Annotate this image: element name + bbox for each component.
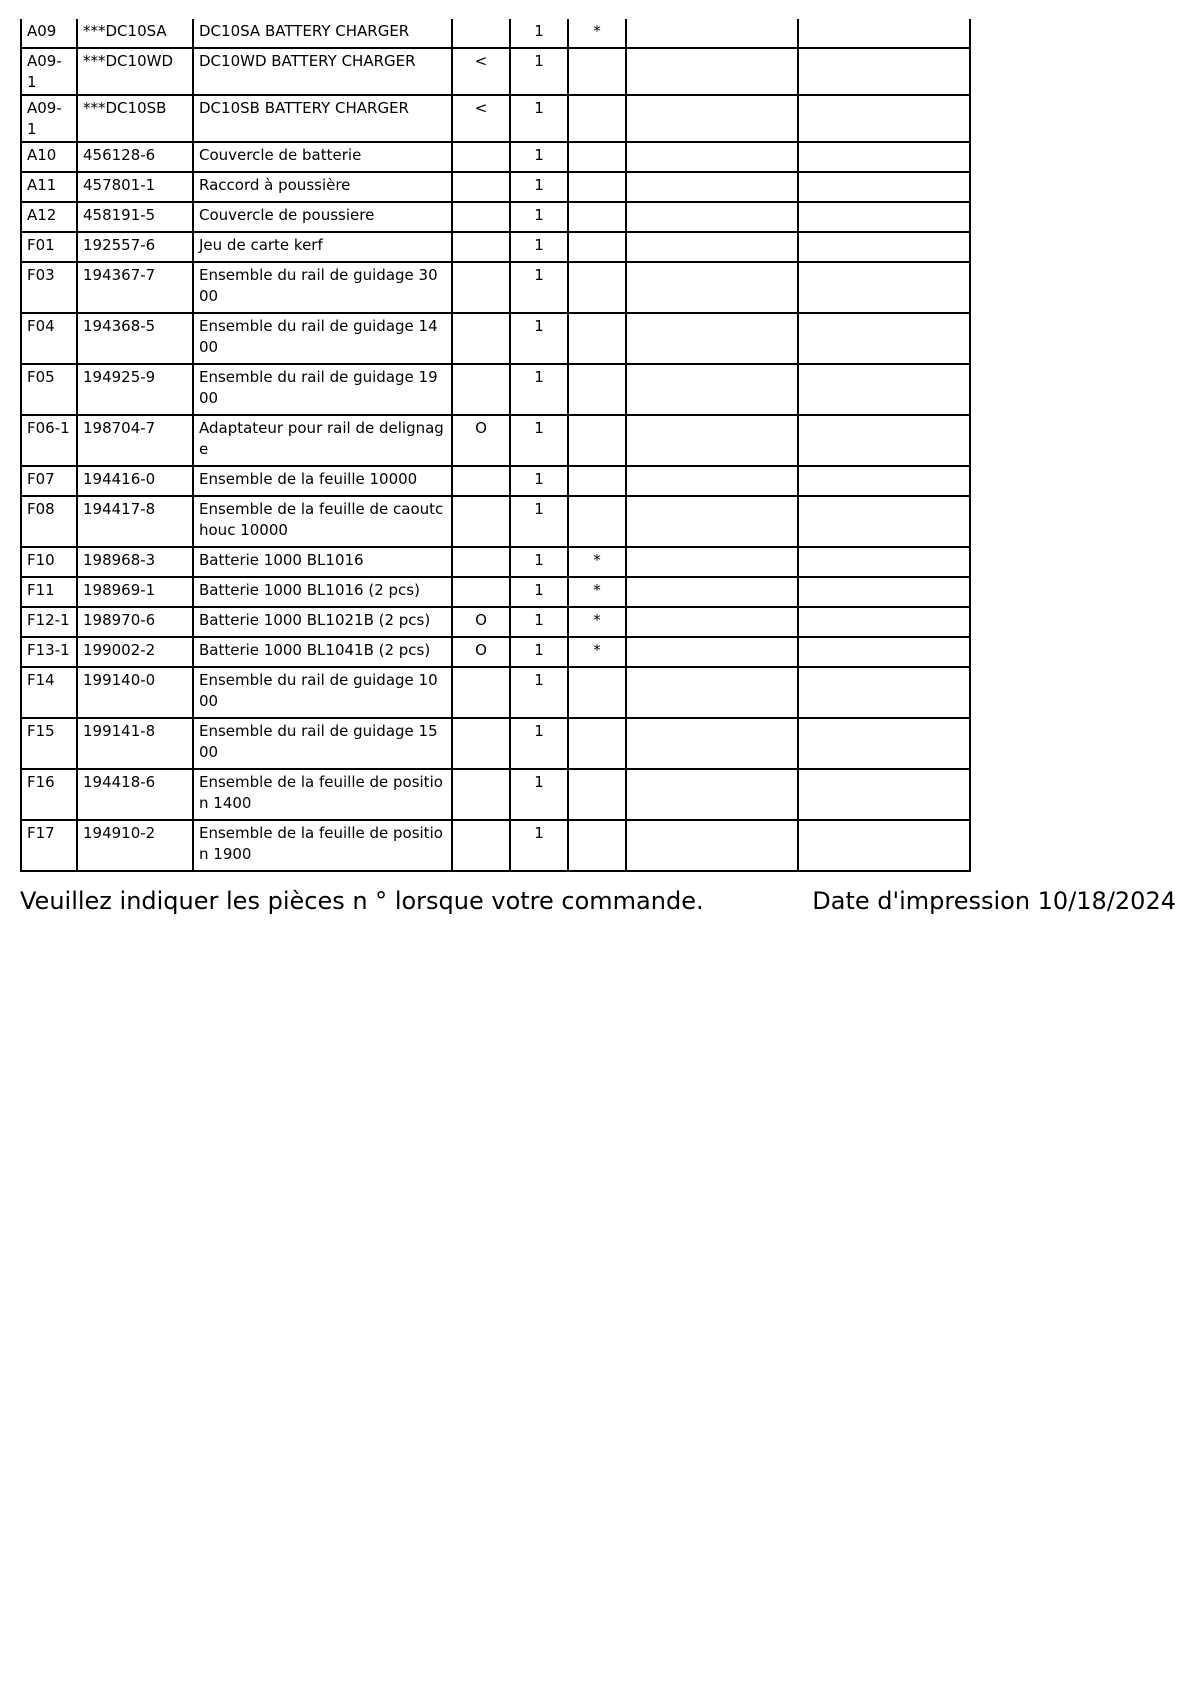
quantity-cell: 1 bbox=[510, 820, 568, 871]
part-number-cell: ***DC10WD bbox=[77, 48, 193, 95]
description-cell: Raccord à poussière bbox=[193, 172, 452, 202]
empty-cell bbox=[798, 19, 970, 48]
mark-cell: * bbox=[568, 19, 626, 48]
note-cell bbox=[452, 547, 510, 577]
part-number-cell: 194367-7 bbox=[77, 262, 193, 313]
table-row bbox=[21, 415, 970, 466]
empty-cell bbox=[626, 769, 798, 820]
table-row bbox=[21, 142, 970, 172]
table-row bbox=[21, 202, 970, 232]
empty-cell bbox=[626, 313, 798, 364]
item-ref-cell: F10 bbox=[21, 547, 77, 577]
quantity-cell: 1 bbox=[510, 95, 568, 142]
quantity-cell: 1 bbox=[510, 547, 568, 577]
mark-cell bbox=[568, 667, 626, 718]
mark-cell: * bbox=[568, 637, 626, 667]
part-number-cell: 457801-1 bbox=[77, 172, 193, 202]
table-row bbox=[21, 95, 970, 142]
note-cell bbox=[452, 262, 510, 313]
part-number-cell: ***DC10SB bbox=[77, 95, 193, 142]
quantity-cell: 1 bbox=[510, 637, 568, 667]
quantity-cell: 1 bbox=[510, 577, 568, 607]
print-date: Date d'impression 10/18/2024 bbox=[812, 887, 1176, 915]
quantity-cell: 1 bbox=[510, 19, 568, 48]
empty-cell bbox=[798, 202, 970, 232]
mark-cell bbox=[568, 262, 626, 313]
part-number-cell: 198968-3 bbox=[77, 547, 193, 577]
description-cell: Batterie 1000 BL1016 bbox=[193, 547, 452, 577]
empty-cell bbox=[798, 769, 970, 820]
item-ref-cell: F01 bbox=[21, 232, 77, 262]
order-instruction-note: Veuillez indiquer les pièces n ° lorsque votre commande. bbox=[20, 887, 704, 915]
description-cell: Ensemble du rail de guidage 1000 bbox=[193, 667, 452, 718]
note-cell: < bbox=[452, 48, 510, 95]
empty-cell bbox=[798, 232, 970, 262]
note-cell bbox=[452, 496, 510, 547]
note-cell bbox=[452, 19, 510, 48]
empty-cell bbox=[626, 547, 798, 577]
table-row bbox=[21, 262, 970, 313]
empty-cell bbox=[626, 95, 798, 142]
table-row bbox=[21, 364, 970, 415]
quantity-cell: 1 bbox=[510, 466, 568, 496]
quantity-cell: 1 bbox=[510, 142, 568, 172]
description-cell: Ensemble du rail de guidage 1400 bbox=[193, 313, 452, 364]
empty-cell bbox=[798, 172, 970, 202]
item-ref-cell: F16 bbox=[21, 769, 77, 820]
quantity-cell: 1 bbox=[510, 313, 568, 364]
description-cell: Batterie 1000 BL1021B (2 pcs) bbox=[193, 607, 452, 637]
description-cell: Ensemble du rail de guidage 1900 bbox=[193, 364, 452, 415]
item-ref-cell: F11 bbox=[21, 577, 77, 607]
empty-cell bbox=[626, 820, 798, 871]
description-cell: Ensemble du rail de guidage 3000 bbox=[193, 262, 452, 313]
empty-cell bbox=[626, 19, 798, 48]
table-row bbox=[21, 820, 970, 871]
note-cell: < bbox=[452, 95, 510, 142]
parts-table-body bbox=[21, 19, 970, 871]
mark-cell bbox=[568, 142, 626, 172]
empty-cell bbox=[798, 95, 970, 142]
table-row bbox=[21, 577, 970, 607]
item-ref-cell: F14 bbox=[21, 667, 77, 718]
quantity-cell: 1 bbox=[510, 202, 568, 232]
note-cell bbox=[452, 667, 510, 718]
mark-cell: * bbox=[568, 547, 626, 577]
item-ref-cell: A09-1 bbox=[21, 48, 77, 95]
empty-cell bbox=[798, 718, 970, 769]
empty-cell bbox=[798, 415, 970, 466]
empty-cell bbox=[626, 718, 798, 769]
note-cell bbox=[452, 313, 510, 364]
part-number-cell: 199140-0 bbox=[77, 667, 193, 718]
empty-cell bbox=[798, 313, 970, 364]
empty-cell bbox=[626, 262, 798, 313]
table-row bbox=[21, 547, 970, 577]
mark-cell bbox=[568, 364, 626, 415]
table-row bbox=[21, 718, 970, 769]
empty-cell bbox=[626, 667, 798, 718]
item-ref-cell: F06-1 bbox=[21, 415, 77, 466]
empty-cell bbox=[798, 577, 970, 607]
quantity-cell: 1 bbox=[510, 48, 568, 95]
description-cell: Jeu de carte kerf bbox=[193, 232, 452, 262]
quantity-cell: 1 bbox=[510, 496, 568, 547]
description-cell: Ensemble de la feuille de position 1900 bbox=[193, 820, 452, 871]
note-cell bbox=[452, 577, 510, 607]
part-number-cell: 194418-6 bbox=[77, 769, 193, 820]
empty-cell bbox=[626, 415, 798, 466]
part-number-cell: ***DC10SA bbox=[77, 19, 193, 48]
quantity-cell: 1 bbox=[510, 232, 568, 262]
quantity-cell: 1 bbox=[510, 667, 568, 718]
mark-cell bbox=[568, 202, 626, 232]
empty-cell bbox=[626, 232, 798, 262]
table-row bbox=[21, 637, 970, 667]
mark-cell bbox=[568, 820, 626, 871]
empty-cell bbox=[798, 607, 970, 637]
part-number-cell: 198704-7 bbox=[77, 415, 193, 466]
mark-cell bbox=[568, 48, 626, 95]
mark-cell bbox=[568, 95, 626, 142]
description-cell: Couvercle de poussiere bbox=[193, 202, 452, 232]
description-cell: Ensemble de la feuille de caoutchouc 10000 bbox=[193, 496, 452, 547]
mark-cell bbox=[568, 232, 626, 262]
quantity-cell: 1 bbox=[510, 172, 568, 202]
empty-cell bbox=[626, 496, 798, 547]
description-cell: DC10SB BATTERY CHARGER bbox=[193, 95, 452, 142]
item-ref-cell: F13-1 bbox=[21, 637, 77, 667]
part-number-cell: 194368-5 bbox=[77, 313, 193, 364]
table-row bbox=[21, 48, 970, 95]
part-number-cell: 192557-6 bbox=[77, 232, 193, 262]
empty-cell bbox=[798, 48, 970, 95]
item-ref-cell: A12 bbox=[21, 202, 77, 232]
quantity-cell: 1 bbox=[510, 769, 568, 820]
empty-cell bbox=[626, 202, 798, 232]
empty-cell bbox=[626, 172, 798, 202]
part-number-cell: 198970-6 bbox=[77, 607, 193, 637]
empty-cell bbox=[798, 637, 970, 667]
item-ref-cell: A09 bbox=[21, 19, 77, 48]
description-cell: Batterie 1000 BL1016 (2 pcs) bbox=[193, 577, 452, 607]
description-cell: Ensemble du rail de guidage 1500 bbox=[193, 718, 452, 769]
note-cell bbox=[452, 364, 510, 415]
empty-cell bbox=[626, 48, 798, 95]
quantity-cell: 1 bbox=[510, 718, 568, 769]
description-cell: DC10SA BATTERY CHARGER bbox=[193, 19, 452, 48]
part-number-cell: 199141-8 bbox=[77, 718, 193, 769]
description-cell: Batterie 1000 BL1041B (2 pcs) bbox=[193, 637, 452, 667]
table-row bbox=[21, 769, 970, 820]
part-number-cell: 198969-1 bbox=[77, 577, 193, 607]
description-cell: Adaptateur pour rail de delignage bbox=[193, 415, 452, 466]
mark-cell bbox=[568, 769, 626, 820]
empty-cell bbox=[626, 142, 798, 172]
mark-cell: * bbox=[568, 607, 626, 637]
part-number-cell: 194910-2 bbox=[77, 820, 193, 871]
item-ref-cell: F17 bbox=[21, 820, 77, 871]
quantity-cell: 1 bbox=[510, 607, 568, 637]
part-number-cell: 458191-5 bbox=[77, 202, 193, 232]
item-ref-cell: A11 bbox=[21, 172, 77, 202]
quantity-cell: 1 bbox=[510, 262, 568, 313]
note-cell bbox=[452, 820, 510, 871]
item-ref-cell: F03 bbox=[21, 262, 77, 313]
item-ref-cell: F05 bbox=[21, 364, 77, 415]
table-row bbox=[21, 232, 970, 262]
empty-cell bbox=[798, 547, 970, 577]
item-ref-cell: F08 bbox=[21, 496, 77, 547]
description-cell: Ensemble de la feuille 10000 bbox=[193, 466, 452, 496]
item-ref-cell: F07 bbox=[21, 466, 77, 496]
empty-cell bbox=[798, 262, 970, 313]
table-row bbox=[21, 172, 970, 202]
empty-cell bbox=[798, 142, 970, 172]
note-cell bbox=[452, 718, 510, 769]
note-cell bbox=[452, 172, 510, 202]
part-number-cell: 194417-8 bbox=[77, 496, 193, 547]
mark-cell bbox=[568, 415, 626, 466]
description-cell: Ensemble de la feuille de position 1400 bbox=[193, 769, 452, 820]
note-cell: O bbox=[452, 607, 510, 637]
table-row bbox=[21, 496, 970, 547]
quantity-cell: 1 bbox=[510, 415, 568, 466]
note-cell bbox=[452, 232, 510, 262]
part-number-cell: 199002-2 bbox=[77, 637, 193, 667]
mark-cell: * bbox=[568, 577, 626, 607]
empty-cell bbox=[626, 577, 798, 607]
note-cell bbox=[452, 142, 510, 172]
empty-cell bbox=[798, 364, 970, 415]
empty-cell bbox=[798, 466, 970, 496]
quantity-cell: 1 bbox=[510, 364, 568, 415]
table-row bbox=[21, 466, 970, 496]
empty-cell bbox=[626, 607, 798, 637]
item-ref-cell: A10 bbox=[21, 142, 77, 172]
mark-cell bbox=[568, 718, 626, 769]
mark-cell bbox=[568, 466, 626, 496]
table-row bbox=[21, 667, 970, 718]
description-cell: DC10WD BATTERY CHARGER bbox=[193, 48, 452, 95]
description-cell: Couvercle de batterie bbox=[193, 142, 452, 172]
table-row bbox=[21, 607, 970, 637]
item-ref-cell: F04 bbox=[21, 313, 77, 364]
note-cell: O bbox=[452, 637, 510, 667]
empty-cell bbox=[798, 667, 970, 718]
part-number-cell: 194925-9 bbox=[77, 364, 193, 415]
empty-cell bbox=[798, 496, 970, 547]
mark-cell bbox=[568, 172, 626, 202]
empty-cell bbox=[798, 820, 970, 871]
table-row bbox=[21, 313, 970, 364]
mark-cell bbox=[568, 313, 626, 364]
note-cell bbox=[452, 466, 510, 496]
parts-list-table bbox=[20, 19, 971, 872]
note-cell bbox=[452, 202, 510, 232]
item-ref-cell: F15 bbox=[21, 718, 77, 769]
part-number-cell: 194416-0 bbox=[77, 466, 193, 496]
note-cell bbox=[452, 769, 510, 820]
part-number-cell: 456128-6 bbox=[77, 142, 193, 172]
table-row bbox=[21, 19, 970, 48]
empty-cell bbox=[626, 637, 798, 667]
mark-cell bbox=[568, 496, 626, 547]
empty-cell bbox=[626, 466, 798, 496]
note-cell: O bbox=[452, 415, 510, 466]
empty-cell bbox=[626, 364, 798, 415]
item-ref-cell: A09-1 bbox=[21, 95, 77, 142]
item-ref-cell: F12-1 bbox=[21, 607, 77, 637]
